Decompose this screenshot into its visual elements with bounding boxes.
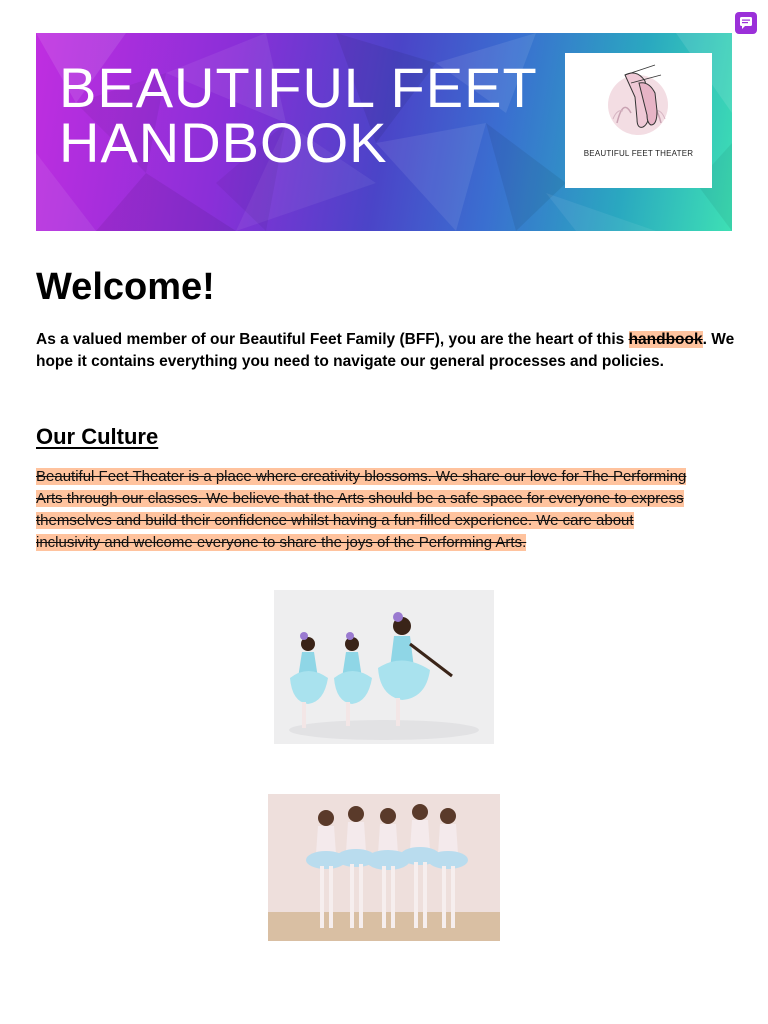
dancers-kneeling-photo (274, 590, 494, 744)
dancers-back-view-photo (268, 794, 500, 941)
comment-button[interactable] (735, 12, 757, 34)
welcome-intro (36, 329, 736, 373)
handbook-title (59, 56, 538, 174)
title-line-1: BEAUTIFUL FEET (59, 56, 538, 119)
culture-text[interactable]: Beautiful Feet Theater is a place where creativity blossoms. We share our love for The Performing Arts through our classes. We believe that the Arts should be a safe space for everyone to express themselves and build their confidence whilst having a fun-filled experience. We care about inclusivity and welcome everyone to share the joys of the Performing Arts. (36, 468, 687, 551)
logo-caption: BEAUTIFUL FEET THEATER (583, 149, 694, 158)
intro-text-start: As a valued member of our Beautiful Feet Family (BFF), you are the heart of this (36, 331, 629, 348)
title-line-2: HANDBOOK (59, 111, 388, 174)
culture-heading: Our Culture (36, 424, 159, 449)
intro-text-end: . We hope it contains everything you need to navigate our general processes and policies. (36, 331, 735, 370)
comment-icon (739, 16, 753, 30)
ballet-shoes-icon (565, 53, 712, 148)
culture-paragraph[interactable] (36, 466, 696, 554)
theater-logo (565, 53, 712, 188)
welcome-heading: Welcome! (36, 266, 215, 308)
header-banner (36, 33, 732, 231)
highlighted-word[interactable]: handbook (628, 331, 703, 348)
